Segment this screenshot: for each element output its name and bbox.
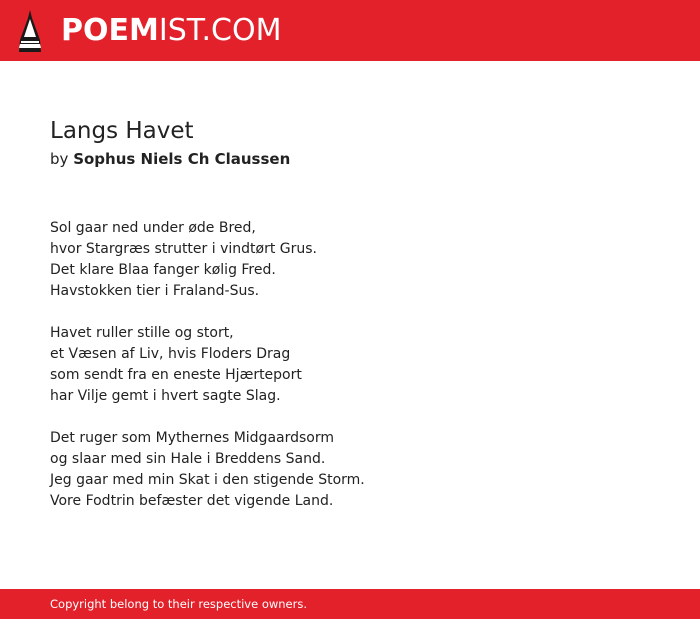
poem-line: hvor Stargræs strutter i vindtørt Grus.	[50, 241, 317, 257]
copyright-notice: Copyright belong to their respective owners.	[50, 597, 308, 611]
stanza	[50, 218, 365, 302]
site-footer	[0, 589, 700, 619]
poem-line: Sol gaar ned under øde Bred,	[50, 220, 256, 236]
site-logo[interactable]	[61, 12, 281, 50]
poem-author: Sophus Niels Ch Claussen	[73, 150, 291, 168]
pencil-tip-icon[interactable]	[17, 10, 43, 52]
site-header	[0, 0, 700, 61]
poem-line: Havstokken tier i Fraland-Sus.	[50, 283, 260, 299]
poem-body	[50, 218, 365, 533]
logo-text-strong: POEM	[61, 13, 159, 48]
poem-line: Det klare Blaa fanger kølig Fred.	[50, 262, 276, 278]
poem-line: et Væsen af Liv, hvis Floders Drag	[50, 346, 291, 362]
poem-line: Jeg gaar med min Skat i den stigende Storm.	[50, 472, 365, 488]
stanza	[50, 428, 365, 512]
poem-line: har Vilje gemt i hvert sagte Slag.	[50, 388, 281, 404]
poem-line: Vore Fodtrin befæster det vigende Land.	[50, 493, 334, 509]
logo-text-light: IST.COM	[158, 13, 282, 48]
poem-line: Havet ruller stille og stort,	[50, 325, 234, 341]
poem-title: Langs Havet	[50, 118, 194, 144]
poem-line: og slaar med sin Hale i Breddens Sand.	[50, 451, 326, 467]
poem-line: som sendt fra en eneste Hjærteport	[50, 367, 302, 383]
poem-line: Det ruger som Mythernes Midgaardsorm	[50, 430, 334, 446]
by-label: by	[50, 150, 69, 168]
stanza	[50, 323, 365, 407]
poem-byline	[50, 148, 290, 170]
